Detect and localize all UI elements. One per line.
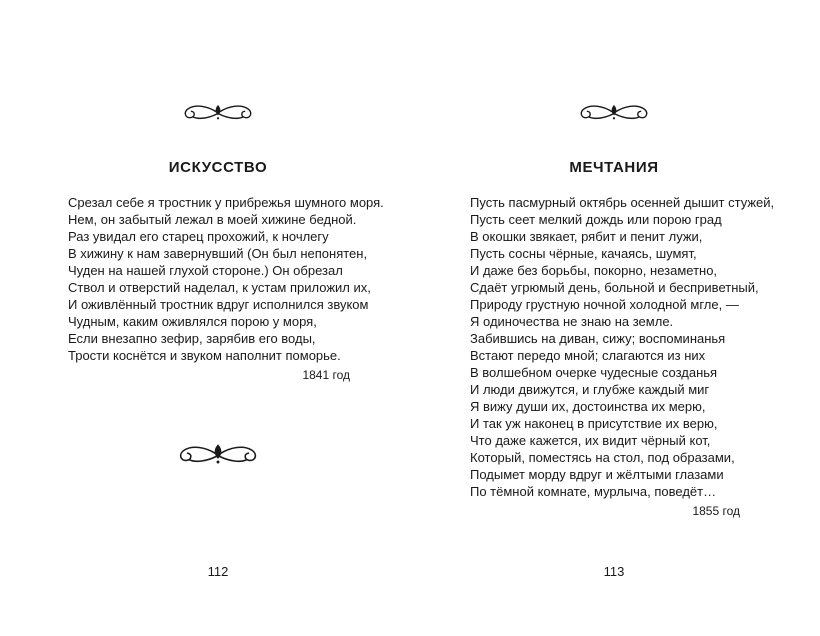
poem-title: МЕЧТАНИЯ <box>569 159 659 176</box>
poem-line: Раз увидал его старец прохожий, к ночлегу <box>68 229 329 244</box>
poem-line: В волшебном очерке чудесные созданья <box>470 365 718 380</box>
poem-line: Нем, он забытый лежал в моей хижине бедной. <box>68 212 357 227</box>
poem-line: Подымет морду вдруг и жёлтыми глазами <box>470 467 724 482</box>
flourish-ornament-icon <box>470 0 758 129</box>
poem-line: Встают передо мной; слагаются из них <box>470 348 706 363</box>
poem-title: ИСКУССТВО <box>168 159 268 176</box>
poem-line: Чудным, каким оживлялся порою у моря, <box>68 314 317 329</box>
poem-line: Я вижу души их, достоинства их мерю, <box>470 399 706 414</box>
poem-date: 1855 год <box>692 504 740 518</box>
poem-line: Трости коснётся и звуком наполнит поморье. <box>68 348 341 363</box>
poem-line: Ствол и отверстий наделал, к устам приложил их, <box>68 280 371 295</box>
poem-date: 1841 год <box>302 368 350 382</box>
poem-line: Природу грустную ночной холодной мгле, — <box>470 297 739 312</box>
poem-line: Пусть сосны чёрные, качаясь, шумят, <box>470 246 697 261</box>
flourish-ornament-icon <box>68 440 368 473</box>
poem-line: Я одиночества не знаю на земле. <box>470 314 674 329</box>
poem-line: Пусть пасмурный октябрь осенней дышит стужей, <box>470 195 775 210</box>
poem-line: И люди движутся, и глубже каждый миг <box>470 382 710 397</box>
poem-line: Срезал себе я тростник у прибрежья шумного моря. <box>68 195 384 210</box>
page-left <box>68 0 384 636</box>
poem-line: В окошки звякает, рябит и пенит лужи, <box>470 229 703 244</box>
poem-line: Забившись на диван, сижу; воспоминанья <box>470 331 726 346</box>
poem-body <box>68 194 384 364</box>
poem-line: По тёмной комнате, мурлыча, поведёт… <box>470 484 717 499</box>
poem-line: И даже без борьбы, покорно, незаметно, <box>470 263 718 278</box>
poem-body <box>470 194 775 500</box>
poem-line: В хижину к нам завернувший (Он был непонятен, <box>68 246 368 261</box>
poem-line: И оживлённый тростник вдруг исполнился звуком <box>68 297 369 312</box>
page-number: 112 <box>207 564 229 579</box>
poem-line: Если внезапно зефир, зарябив его воды, <box>68 331 316 346</box>
flourish-ornament-icon <box>68 0 368 129</box>
page-number: 113 <box>603 564 625 579</box>
poem-line: Сдаёт угрюмый день, больной и бесприветный, <box>470 280 759 295</box>
poem-line: Который, поместясь на стол, под образами, <box>470 450 735 465</box>
poem-line: И так уж наконец в присутствие их верю, <box>470 416 718 431</box>
poem-line: Что даже кажется, их видит чёрный кот, <box>470 433 711 448</box>
page-right <box>470 0 775 636</box>
poem-line: Чуден на нашей глухой стороне.) Он обрезал <box>68 263 343 278</box>
poem-line: Пусть сеет мелкий дождь или порою град <box>470 212 722 227</box>
